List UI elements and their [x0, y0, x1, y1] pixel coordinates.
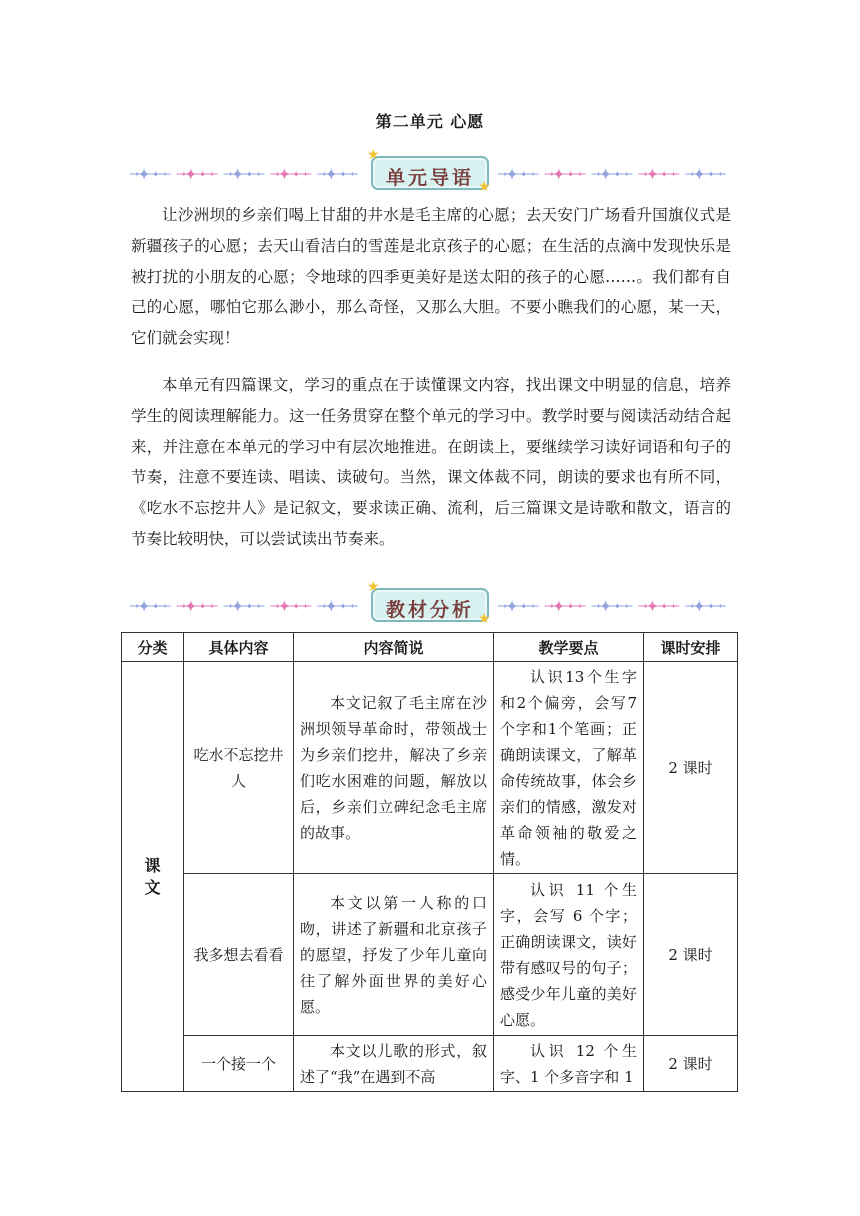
table-row — [122, 1036, 738, 1092]
intro-paragraph-2: 本单元有四篇课文，学习的重点在于读懂课文内容，找出课文中明显的信息，培养学生的阅读理解能力。这一任务贯穿在整个单元的学习中。教学时要与阅读活动结合起来，并注意在本单元的学习中有层次地推进。在朗读上，要继续学习读好词语和句子的节奏，注意不要连读、唱读、读破句。当然，课文体裁不同，朗读的要求也有所不同，《吃水不忘挖井人》是记叙文，要求读正确、流利，后三篇课文是诗歌和散文，语言的节奏比较明快，可以尝试读出节奏来。 — [131, 376, 731, 548]
points-cell — [494, 874, 644, 1036]
content-cell: 一个接一个 — [184, 1036, 294, 1092]
intro-paragraph-1: 让沙洲坝的乡亲们喝上甘甜的井水是毛主席的心愿；去天安门广场看升国旗仪式是新疆孩子的心愿；去天山看洁白的雪莲是北京孩子的心愿；在生活的点滴中发现快乐是被打扰的小朋友的心愿；令地球的四季更美好是送太阳的孩子的心愿……。我们都有自己的心愿，哪怕它那么渺小，那么奇怪，又那么大胆。不要小瞧我们的心愿，某一天，它们就会实现！ — [131, 206, 731, 348]
hours-cell: 2 课时 — [644, 662, 738, 874]
star-icon: ★ — [478, 179, 491, 195]
points-text: 认识13个生字和2个偏旁，会写7个字和1个笔画；正确朗读课文，了解革命传统故事，体会乡亲们的情感，激发对革命领袖的敬爱之情。 — [500, 667, 637, 868]
star-icon: ★ — [367, 147, 380, 163]
hours-cell: 2 课时 — [644, 874, 738, 1036]
column-header: 具体内容 — [184, 633, 294, 662]
banner-title: 单元导语 — [385, 167, 474, 189]
page-title: 第二单元 心愿 — [375, 112, 485, 131]
table-header-row — [122, 633, 738, 662]
star-icon: ★ — [367, 579, 380, 595]
content-cell: 吃水不忘挖井人 — [184, 662, 294, 874]
summary-text: 本文以儿歌的形式，叙述了“我”在遇到不高 — [300, 1041, 487, 1086]
banner-badge — [371, 588, 489, 622]
points-cell — [494, 1036, 644, 1092]
summary-text: 本文记叙了毛主席在沙洲坝领导革命时，带领战士为乡亲们挖井，解决了乡亲们吃水困难的问题，解放以后，乡亲们立碑纪念毛主席的故事。 — [300, 693, 487, 842]
category-label: 课文 — [144, 855, 161, 897]
points-text: 认识 11 个生字，会写 6 个字；正确朗读课文，读好带有感叹号的句子；感受少年儿童的美好心愿。 — [500, 880, 637, 1029]
summary-cell — [294, 1036, 494, 1092]
points-text: 认识 12 个生字、1 个多音字和 1 — [500, 1041, 637, 1086]
column-header: 教学要点 — [494, 633, 644, 662]
category-cell — [122, 662, 184, 1092]
table-row — [122, 662, 738, 874]
summary-cell — [294, 662, 494, 874]
summary-cell — [294, 874, 494, 1036]
section-banner-analysis — [126, 579, 736, 628]
column-header: 分类 — [122, 633, 184, 662]
banner-badge — [371, 156, 489, 190]
analysis-table — [121, 632, 738, 1092]
star-icon: ★ — [478, 611, 491, 627]
points-cell — [494, 662, 644, 874]
section-banner-intro — [126, 147, 736, 196]
hours-cell: 2 课时 — [644, 1036, 738, 1092]
table-row — [122, 874, 738, 1036]
banner-title: 教材分析 — [385, 599, 474, 621]
summary-text: 本文以第一人称的口吻，讲述了新疆和北京孩子的愿望，抒发了少年儿童向往了解外面世界的美好心愿。 — [300, 893, 487, 1016]
content-cell: 我多想去看看 — [184, 874, 294, 1036]
column-header: 课时安排 — [644, 633, 738, 662]
column-header: 内容简说 — [294, 633, 494, 662]
